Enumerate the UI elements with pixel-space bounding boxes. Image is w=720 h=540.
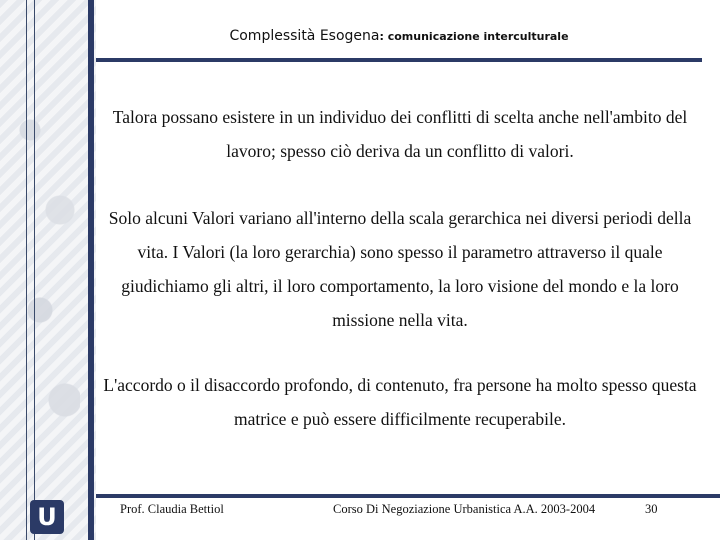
paragraph-agreement: L'accordo o il disaccordo profondo, di contenuto, fra persone ha molto spesso questa matrice e può essere difficilmente recuperabile.: [103, 375, 697, 429]
header-rule: [96, 58, 702, 62]
footer-course: Corso Di Negoziazione Urbanistica A.A. 2003-2004: [333, 502, 596, 516]
background-map-band: [0, 0, 96, 540]
paragraph-values: Solo alcuni Valori variano all'interno della scala gerarchica nei diversi periodi della vita. I Valori (la loro gerarchia) sono spesso il parametro attraverso il quale giudichiamo gli altri, il loro comportamento, la loro visione del mondo e la loro missione nella vita.: [108, 208, 692, 330]
university-logo: U: [30, 500, 64, 534]
slide-title: [96, 28, 702, 44]
paragraph-conflicts: Talora possano esistere in un individuo dei conflitti di scelta anche nell'ambito del lavoro; spesso ciò deriva da un conflitto di valori.: [112, 107, 688, 161]
slide-title-main: Complessità Esogena: [229, 28, 380, 44]
page-number: 30: [645, 502, 658, 516]
slide-title-sub: : comunicazione interculturale: [379, 30, 569, 43]
decorative-bar: [88, 0, 94, 540]
footer-author: Prof. Claudia Bettiol: [120, 502, 224, 516]
decorative-line: [26, 0, 27, 540]
decorative-line: [34, 0, 35, 540]
footer-rule: [96, 494, 720, 498]
